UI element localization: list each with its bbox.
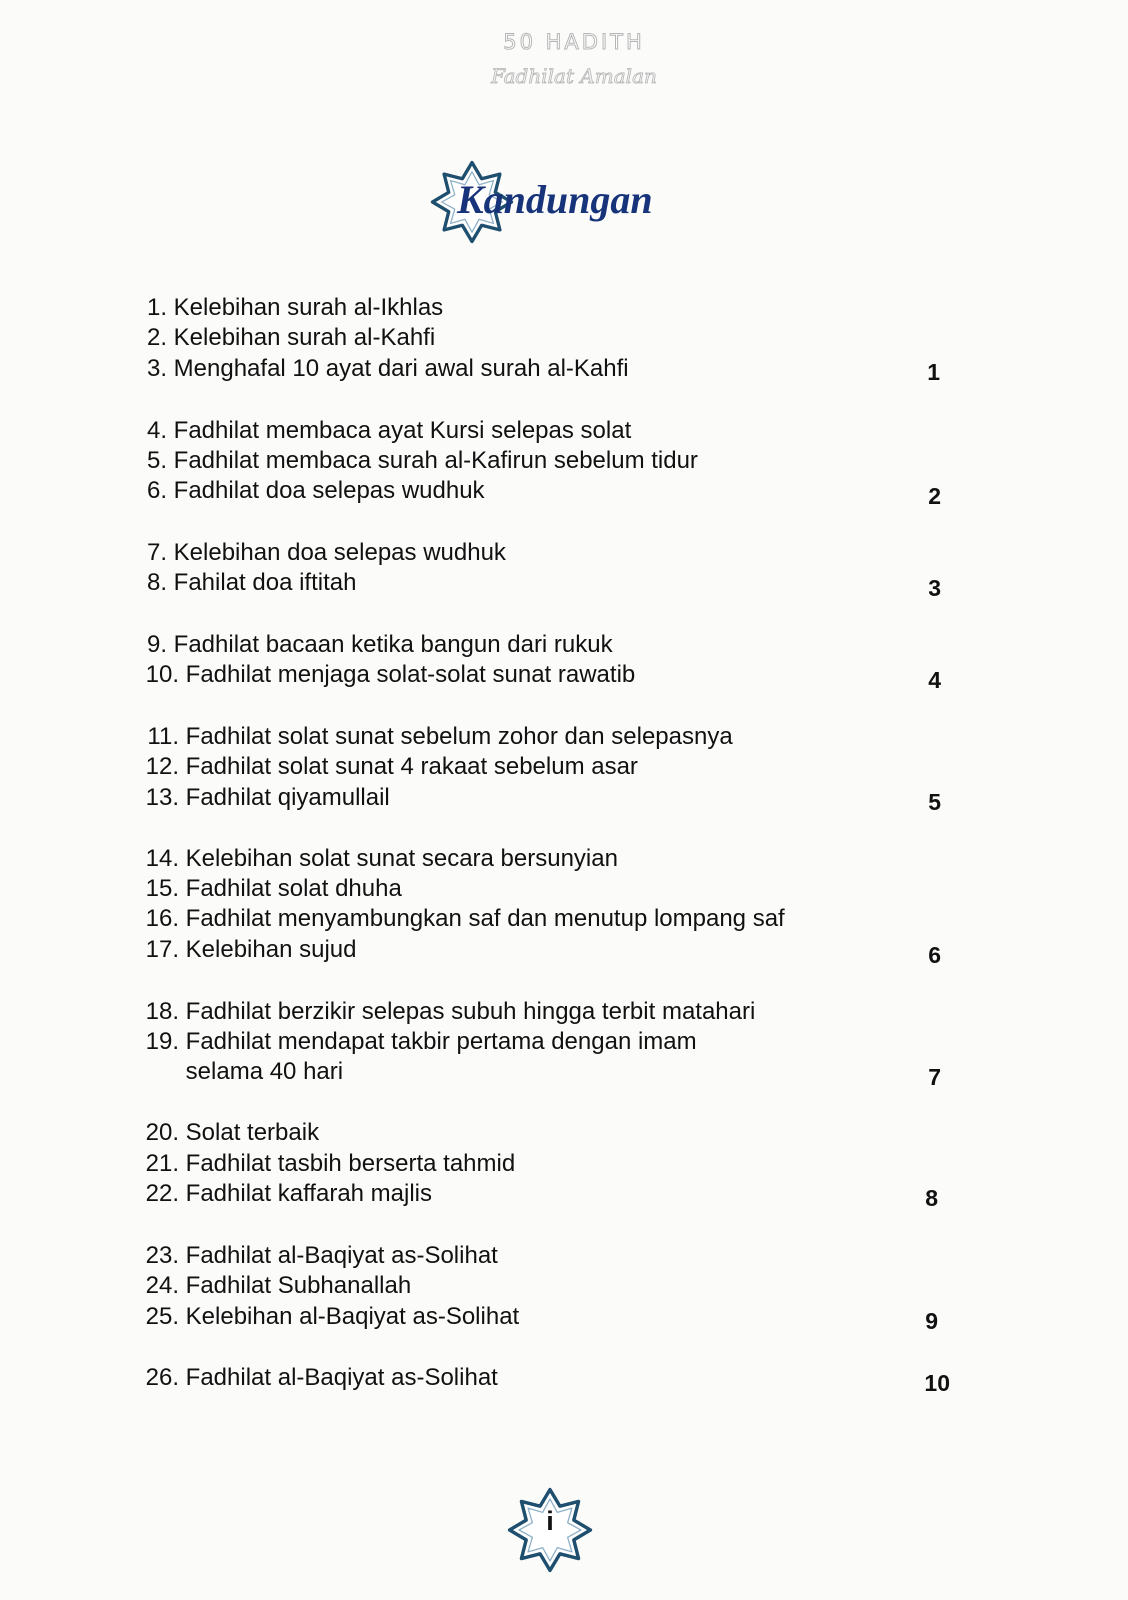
toc-entry-title: Kelebihan doa selepas wudhuk bbox=[173, 539, 506, 566]
toc-entry-number: 11. bbox=[147, 723, 179, 750]
toc-entry bbox=[143, 752, 638, 782]
toc-entry-title: Fadhilat tasbih berserta tahmid bbox=[185, 1150, 516, 1177]
toc-page-number: 1 bbox=[927, 359, 940, 385]
toc-entry-title: Fadhilat membaca ayat Kursi selepas solat bbox=[173, 417, 632, 444]
toc-page-number: 4 bbox=[928, 667, 941, 693]
toc-entry-number: 22. bbox=[145, 1180, 179, 1207]
toc-entry-title: Fadhilat solat sunat 4 rakaat sebelum asar bbox=[185, 753, 638, 780]
toc-page-number: 9 bbox=[925, 1308, 938, 1334]
toc-page-number: 8 bbox=[925, 1185, 938, 1211]
book-subtitle: Fadhilat Amalan bbox=[491, 64, 657, 88]
toc-entry-title: Kelebihan surah al-Kahfi bbox=[173, 324, 436, 351]
toc-page-number: 6 bbox=[928, 942, 941, 968]
contents-heading bbox=[430, 160, 690, 250]
toc-entry-title: Fadhilat solat dhuha bbox=[185, 875, 402, 902]
toc-page-number: 7 bbox=[928, 1064, 941, 1090]
toc-entry bbox=[143, 1118, 319, 1148]
toc-entry-number: 10. bbox=[145, 661, 179, 688]
toc-entry bbox=[143, 293, 443, 323]
toc-entry-number: 26. bbox=[145, 1364, 179, 1391]
toc-entry-title: Fadhilat Subhanallah bbox=[185, 1272, 412, 1299]
toc-entry-title: Kelebihan surah al-Ikhlas bbox=[173, 294, 444, 321]
toc-entry-title: Fadhilat al-Baqiyat as-Solihat bbox=[185, 1242, 498, 1269]
toc-entry bbox=[143, 997, 755, 1027]
toc-entry-title: Menghafal 10 ayat dari awal surah al-Kahfi bbox=[173, 355, 629, 382]
toc-entry bbox=[143, 354, 629, 384]
page-number: i bbox=[546, 1506, 554, 1536]
toc-page-number: 2 bbox=[928, 483, 941, 509]
toc-entry-title: Fadhilat kaffarah majlis bbox=[185, 1180, 433, 1207]
toc-page-number: 5 bbox=[928, 789, 941, 815]
toc-page-number: 3 bbox=[928, 575, 941, 601]
toc-page-number: 10 bbox=[924, 1370, 950, 1396]
toc-entry-title: Fadhilat mendapat takbir pertama dengan imam bbox=[185, 1028, 697, 1055]
toc-entry-title: selama 40 hari bbox=[185, 1058, 344, 1085]
toc-entry-number: 3. bbox=[146, 355, 167, 382]
toc-entry-title: Fadhilat doa selepas wudhuk bbox=[173, 477, 485, 504]
toc-entry bbox=[143, 1302, 519, 1332]
toc-entry-number: 14. bbox=[145, 845, 179, 872]
toc-entry-number: 9. bbox=[146, 631, 167, 658]
toc-entry-number: 8. bbox=[146, 569, 167, 596]
toc-entry bbox=[143, 323, 435, 353]
toc-entry bbox=[143, 1363, 498, 1393]
toc-entry-number: 24. bbox=[145, 1272, 179, 1299]
toc-entry-title: Fadhilat solat sunat sebelum zohor dan selepasnya bbox=[185, 723, 733, 750]
toc-entry bbox=[143, 783, 390, 813]
toc-entry-title: Fadhilat qiyamullail bbox=[185, 784, 390, 811]
toc-entry-number: 5. bbox=[146, 447, 167, 474]
toc-entry bbox=[143, 568, 356, 598]
toc-entry bbox=[143, 660, 635, 690]
toc-entry bbox=[143, 874, 402, 904]
toc-entry-number: 2. bbox=[146, 324, 167, 351]
toc-entry bbox=[143, 935, 356, 965]
toc-entry bbox=[143, 416, 631, 446]
toc-entry-title: Kelebihan solat sunat secara bersunyian bbox=[185, 845, 618, 872]
toc-entry-number: 15. bbox=[145, 875, 179, 902]
toc-entry-title: Solat terbaik bbox=[185, 1119, 320, 1146]
toc-entry-title: Fadhilat menjaga solat-solat sunat rawatib bbox=[185, 661, 636, 688]
toc-entry-number: 4. bbox=[146, 417, 167, 444]
toc-entry-number: 23. bbox=[145, 1242, 179, 1269]
toc-entry-number: 17. bbox=[145, 936, 179, 963]
toc-entry-title: Fahilat doa iftitah bbox=[173, 569, 357, 596]
toc-entry bbox=[143, 1027, 697, 1057]
toc-entry bbox=[143, 538, 506, 568]
toc-entry bbox=[143, 844, 618, 874]
toc-entry bbox=[143, 630, 613, 660]
toc-entry-number: 18. bbox=[145, 998, 179, 1025]
toc-entry-title: Fadhilat membaca surah al-Kafirun sebelum tidur bbox=[173, 447, 698, 474]
toc-entry-title: Kelebihan sujud bbox=[185, 936, 357, 963]
book-title: 50 HADITH bbox=[503, 30, 645, 54]
toc-entry bbox=[143, 722, 733, 752]
running-header bbox=[0, 30, 1128, 88]
toc-entry-title: Fadhilat bacaan ketika bangun dari rukuk bbox=[173, 631, 613, 658]
toc-entry-number: 1. bbox=[146, 294, 167, 321]
toc-entry bbox=[143, 1241, 498, 1271]
toc-entry-continued bbox=[143, 1057, 343, 1087]
toc-entry bbox=[143, 446, 698, 476]
toc-entry-number: 6. bbox=[146, 477, 167, 504]
toc-entry bbox=[143, 1179, 432, 1209]
toc-entry bbox=[143, 1271, 411, 1301]
toc-entry-title: Kelebihan al-Baqiyat as-Solihat bbox=[185, 1303, 520, 1330]
toc-entry-number: 7. bbox=[146, 539, 167, 566]
toc-entry bbox=[143, 904, 785, 934]
toc-entry bbox=[143, 476, 485, 506]
toc-entry-number: 16. bbox=[145, 905, 179, 932]
page-title: Kandungan bbox=[457, 177, 653, 222]
toc-entry-number: 20. bbox=[145, 1119, 179, 1146]
toc-entry-number: 13. bbox=[145, 784, 179, 811]
toc-entry bbox=[143, 1149, 515, 1179]
toc-entry-title: Fadhilat berzikir selepas subuh hingga terbit matahari bbox=[185, 998, 756, 1025]
toc-entry-number: 25. bbox=[145, 1303, 179, 1330]
toc-entry-title: Fadhilat al-Baqiyat as-Solihat bbox=[185, 1364, 498, 1391]
toc-entry-number: 21. bbox=[145, 1150, 179, 1177]
toc-entry-number: 19. bbox=[145, 1028, 179, 1055]
toc-entry-number: 12. bbox=[145, 753, 179, 780]
toc-entry-title: Fadhilat menyambungkan saf dan menutup lompang saf bbox=[185, 905, 785, 932]
